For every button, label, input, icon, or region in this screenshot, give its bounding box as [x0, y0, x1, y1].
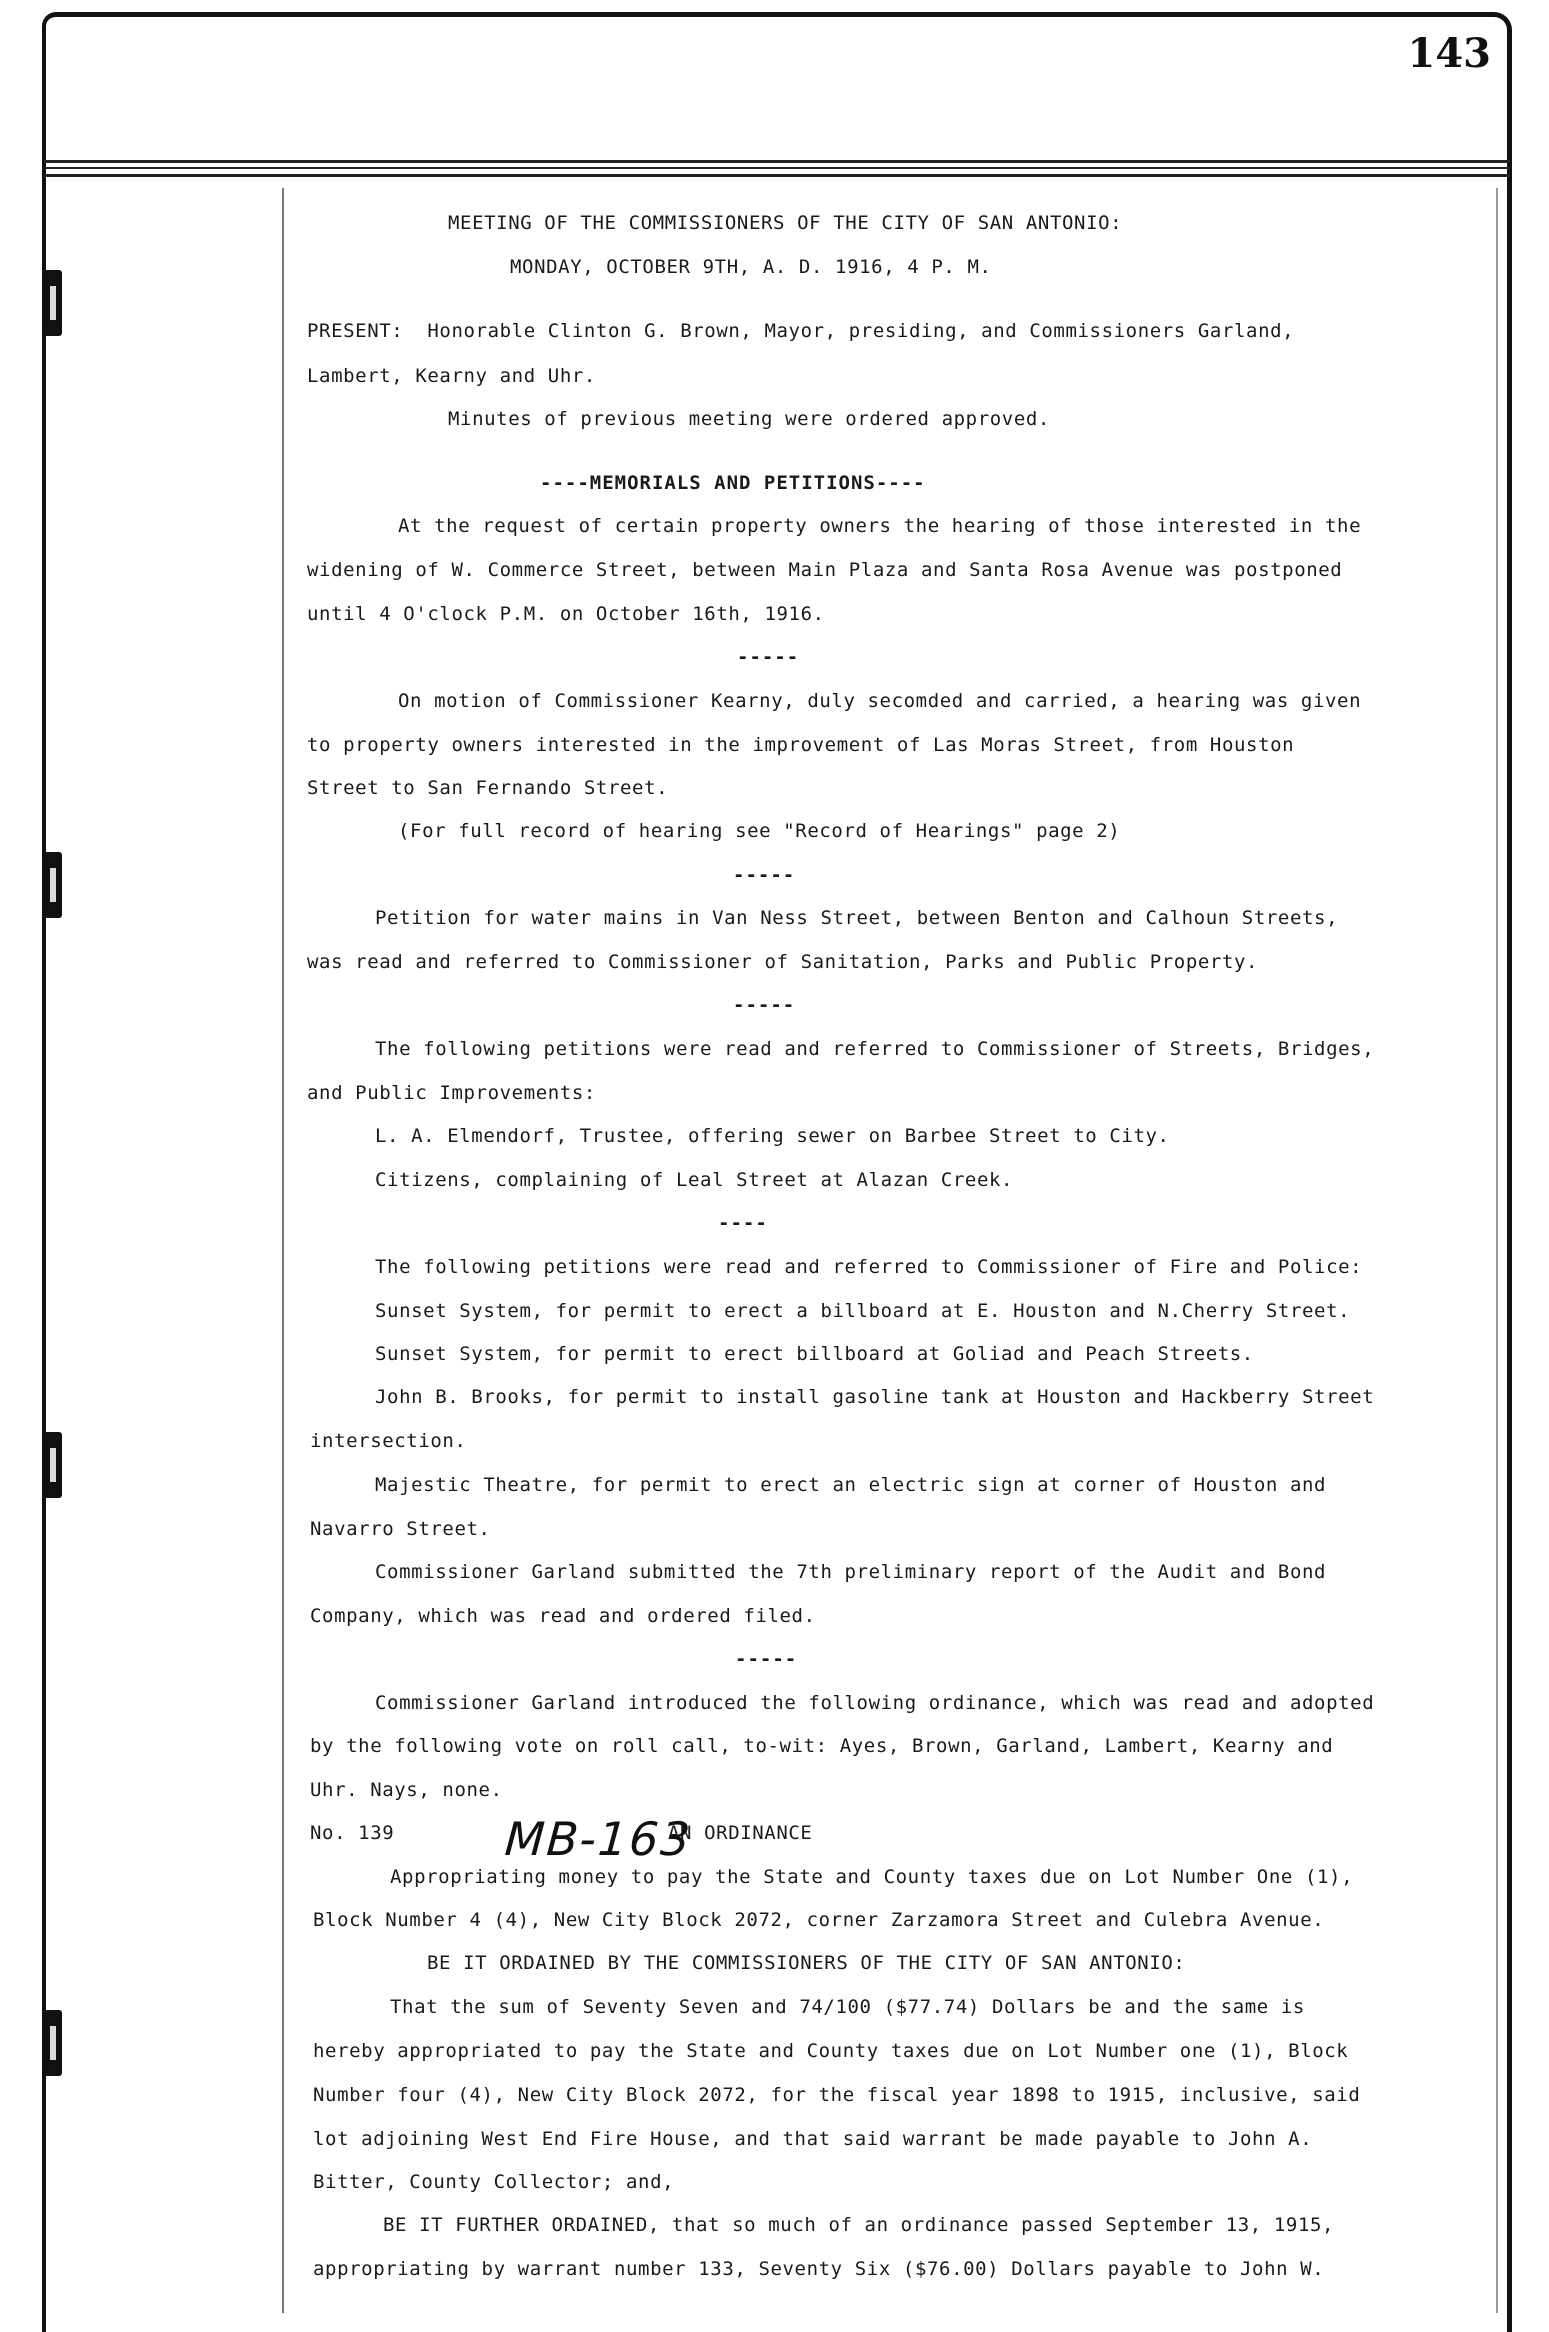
section-separator: ----	[718, 1212, 768, 1234]
text-line: Company, which was read and ordered filed.	[310, 1605, 816, 1627]
text-line: At the request of certain property owners the hearing of those interested in the	[398, 515, 1362, 537]
text-line: Block Number 4 (4), New City Block 2072, corner Zarzamora Street and Culebra Avenue.	[313, 1909, 1325, 1931]
section-separator: -----	[733, 994, 796, 1016]
text-line: Sunset System, for permit to erect a billboard at E. Houston and N.Cherry Street.	[375, 1300, 1351, 1322]
text-line: Bitter, County Collector; and,	[313, 2171, 675, 2193]
text-line: and Public Improvements:	[307, 1082, 596, 1104]
text-line: Appropriating money to pay the State and County taxes due on Lot Number One (1),	[390, 1866, 1354, 1888]
text-line: appropriating by warrant number 133, Seventy Six ($76.00) Dollars payable to John W.	[313, 2258, 1325, 2280]
page-number: 143	[1407, 30, 1491, 77]
text-line: BE IT ORDAINED BY THE COMMISSIONERS OF THE CITY OF SAN ANTONIO:	[427, 1952, 1186, 1974]
text-line: was read and referred to Commissioner of Sanitation, Parks and Public Property.	[307, 951, 1259, 973]
section-separator: ----MEMORIALS AND PETITIONS----	[540, 472, 926, 494]
text-line: No. 139	[310, 1822, 395, 1844]
text-line: Commissioner Garland submitted the 7th preliminary report of the Audit and Bond	[375, 1561, 1327, 1583]
text-line: Lambert, Kearny and Uhr.	[307, 365, 596, 387]
text-line: intersection.	[310, 1430, 467, 1452]
text-line: by the following vote on roll call, to-wit: Ayes, Brown, Garland, Lambert, Kearny and	[310, 1735, 1334, 1757]
text-line: The following petitions were read and referred to Commissioner of Fire and Police:	[375, 1256, 1363, 1278]
text-line: Petition for water mains in Van Ness Street, between Benton and Calhoun Streets,	[375, 907, 1339, 929]
text-line: On motion of Commissioner Kearny, duly secomded and carried, a hearing was given	[398, 690, 1362, 712]
text-line: (For full record of hearing see "Record of Hearings" page 2)	[398, 820, 1121, 842]
text-line: Sunset System, for permit to erect billboard at Goliad and Peach Streets.	[375, 1343, 1254, 1365]
text-line: until 4 O'clock P.M. on October 16th, 1916.	[307, 603, 825, 625]
left-margin-rule	[282, 188, 284, 2313]
header-rule-top	[44, 160, 1510, 163]
text-line: Navarro Street.	[310, 1518, 491, 1540]
header-rule-middle	[44, 167, 1510, 169]
text-line: BE IT FURTHER ORDAINED, that so much of an ordinance passed September 13, 1915,	[383, 2214, 1335, 2236]
text-line: MONDAY, OCTOBER 9TH, A. D. 1916, 4 P. M.	[510, 256, 992, 278]
text-line: hereby appropriated to pay the State and County taxes due on Lot Number one (1), Block	[313, 2040, 1349, 2062]
binder-hole-mark	[44, 1432, 62, 1498]
binder-hole-mark	[44, 852, 62, 918]
text-line: AN ORDINANCE	[668, 1822, 813, 1844]
text-line: Commissioner Garland introduced the following ordinance, which was read and adopted	[375, 1692, 1375, 1714]
binder-hole-mark	[44, 2010, 62, 2076]
text-line: MEETING OF THE COMMISSIONERS OF THE CITY OF SAN ANTONIO:	[448, 212, 1123, 234]
text-line: PRESENT: Honorable Clinton G. Brown, Mayor, presiding, and Commissioners Garland,	[307, 320, 1295, 342]
section-separator: -----	[737, 646, 800, 668]
text-line: That the sum of Seventy Seven and 74/100 ($77.74) Dollars be and the same is	[390, 1996, 1305, 2018]
text-line: Citizens, complaining of Leal Street at Alazan Creek.	[375, 1169, 1014, 1191]
text-line: John B. Brooks, for permit to install gasoline tank at Houston and Hackberry Street	[375, 1386, 1375, 1408]
header-rule-bottom	[44, 174, 1510, 177]
right-margin-rule	[1496, 188, 1498, 2313]
text-line: to property owners interested in the improvement of Las Moras Street, from Houston	[307, 734, 1295, 756]
text-line: Number four (4), New City Block 2072, for the fiscal year 1898 to 1915, inclusive, said	[313, 2084, 1361, 2106]
text-line: Street to San Fernando Street.	[307, 777, 669, 799]
text-line: Uhr. Nays, none.	[310, 1779, 503, 1801]
text-line: Minutes of previous meeting were ordered approved.	[448, 408, 1050, 430]
section-separator: -----	[733, 864, 796, 886]
text-line: The following petitions were read and referred to Commissioner of Streets, Bridges,	[375, 1038, 1375, 1060]
text-line: L. A. Elmendorf, Trustee, offering sewer on Barbee Street to City.	[375, 1125, 1170, 1147]
text-line: Majestic Theatre, for permit to erect an electric sign at corner of Houston and	[375, 1474, 1327, 1496]
text-line: widening of W. Commerce Street, between Main Plaza and Santa Rosa Avenue was postponed	[307, 559, 1343, 581]
handwritten-annotation: MB-163	[503, 1812, 694, 1866]
text-line: lot adjoining West End Fire House, and that said warrant be made payable to John A.	[313, 2128, 1313, 2150]
section-separator: -----	[735, 1648, 798, 1670]
binder-hole-mark	[44, 270, 62, 336]
